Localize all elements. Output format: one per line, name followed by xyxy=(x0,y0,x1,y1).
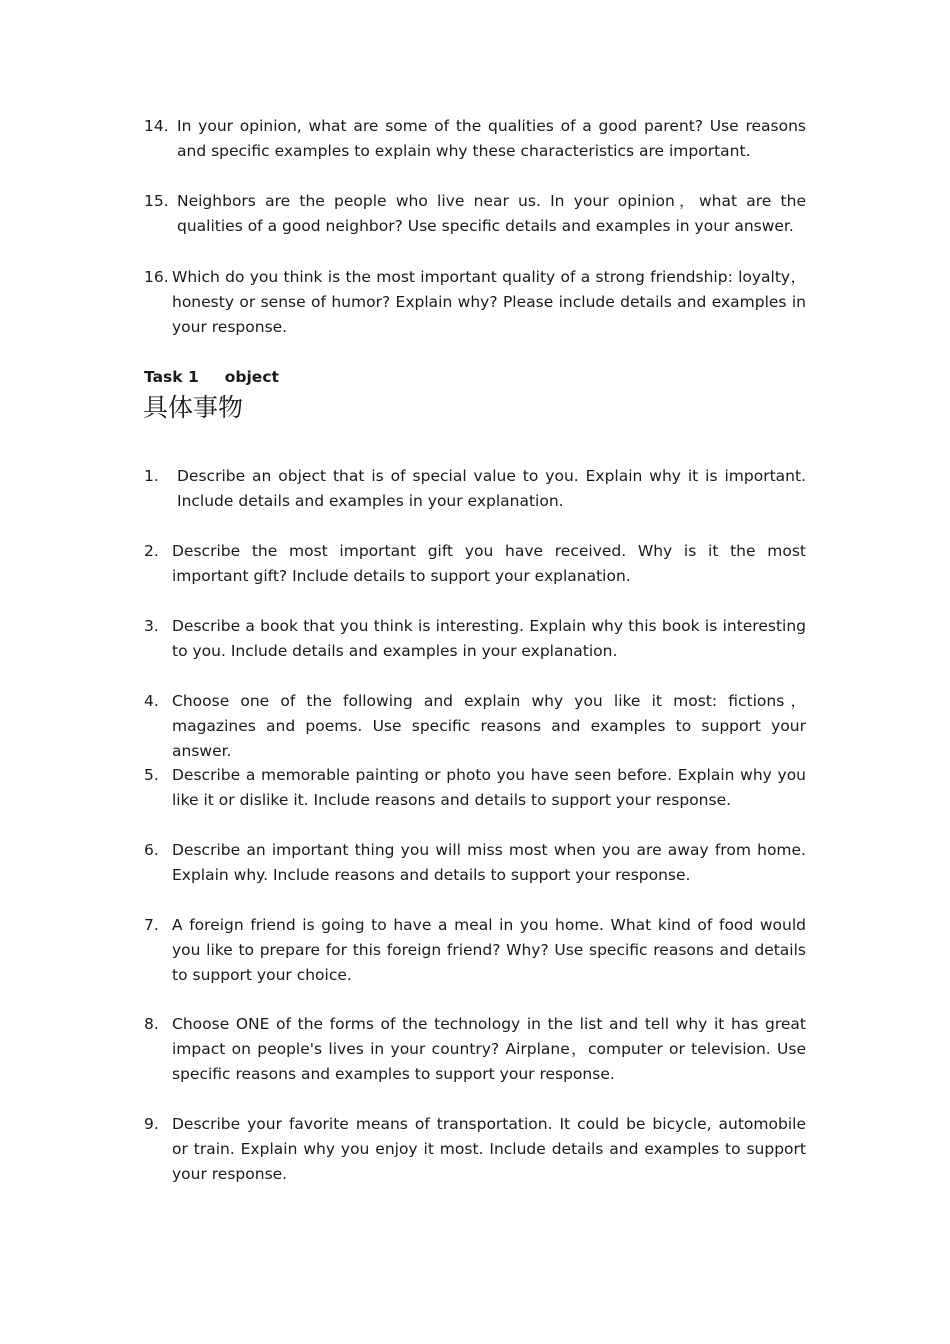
item-number: 8. xyxy=(144,1015,159,1033)
item-text: Choose ONE of the forms of the technology in the list and tell why it has great impact on people's lives in your country? Airplane，computer or television. Use specific reasons and examples to support your response. xyxy=(172,1015,806,1083)
item-text: Describe a memorable painting or photo you have seen before. Explain why you like it or dislike it. Include reasons and details to support your response. xyxy=(172,766,806,809)
item-text: Choose one of the following and explain why you like it most: fictions，magazines and poems. Use specific reasons and examples to support your answer. xyxy=(172,692,806,760)
item-text: Which do you think is the most important quality of a strong friendship: loyalty，honesty or sense of humor? Explain why? Please include details and examples in your response. xyxy=(172,268,806,336)
task-chinese-title: 具体事物 xyxy=(143,393,244,422)
item-number: 15. xyxy=(144,192,169,210)
task-heading xyxy=(144,366,279,388)
item-number: 3. xyxy=(144,617,159,635)
list-item-4 xyxy=(144,689,806,764)
task-title: object xyxy=(224,368,279,386)
item-text: A foreign friend is going to have a meal in you home. What kind of food would you like to prepare for this foreign friend? Why? Use specific reasons and details to support your choice. xyxy=(172,916,806,984)
item-number: 6. xyxy=(144,841,159,859)
item-text: Describe a book that you think is interesting. Explain why this book is interesting to you. Include details and examples in your explanation. xyxy=(172,617,806,660)
list-item-2 xyxy=(144,539,806,589)
list-item-16 xyxy=(144,265,806,340)
item-text: Describe the most important gift you have received. Why is it the most important gift? Include details to support your explanation. xyxy=(172,542,806,585)
list-item-1 xyxy=(144,464,806,514)
item-number: 1. xyxy=(144,467,159,485)
item-number: 9. xyxy=(144,1115,159,1133)
item-number: 16. xyxy=(144,268,169,286)
list-item-7 xyxy=(144,913,806,988)
list-item-8 xyxy=(144,1012,806,1087)
list-item-14 xyxy=(144,114,806,164)
item-number: 7. xyxy=(144,916,159,934)
task-label: Task 1 xyxy=(144,368,199,386)
item-text: Describe an object that is of special value to you. Explain why it is important. Include details and examples in your explanation. xyxy=(177,467,806,510)
item-text: Describe an important thing you will miss most when you are away from home. Explain why. Include reasons and details to support your response. xyxy=(172,841,806,884)
list-item-5 xyxy=(144,763,806,813)
item-number: 4. xyxy=(144,692,159,710)
list-item-9 xyxy=(144,1112,806,1187)
list-item-15 xyxy=(144,189,806,239)
item-text: In your opinion, what are some of the qualities of a good parent? Use reasons and specific examples to explain why these characteristics are important. xyxy=(177,117,806,160)
list-item-6 xyxy=(144,838,806,888)
item-text: Describe your favorite means of transportation. It could be bicycle, automobile or train. Explain why you enjoy it most. Include details and examples to support your response. xyxy=(172,1115,806,1183)
list-item-3 xyxy=(144,614,806,664)
item-number: 2. xyxy=(144,542,159,560)
item-number: 14. xyxy=(144,117,169,135)
item-text: Neighbors are the people who live near us. In your opinion，what are the qualities of a good neighbor? Use specific details and examples in your answer. xyxy=(177,192,806,235)
item-number: 5. xyxy=(144,766,159,784)
